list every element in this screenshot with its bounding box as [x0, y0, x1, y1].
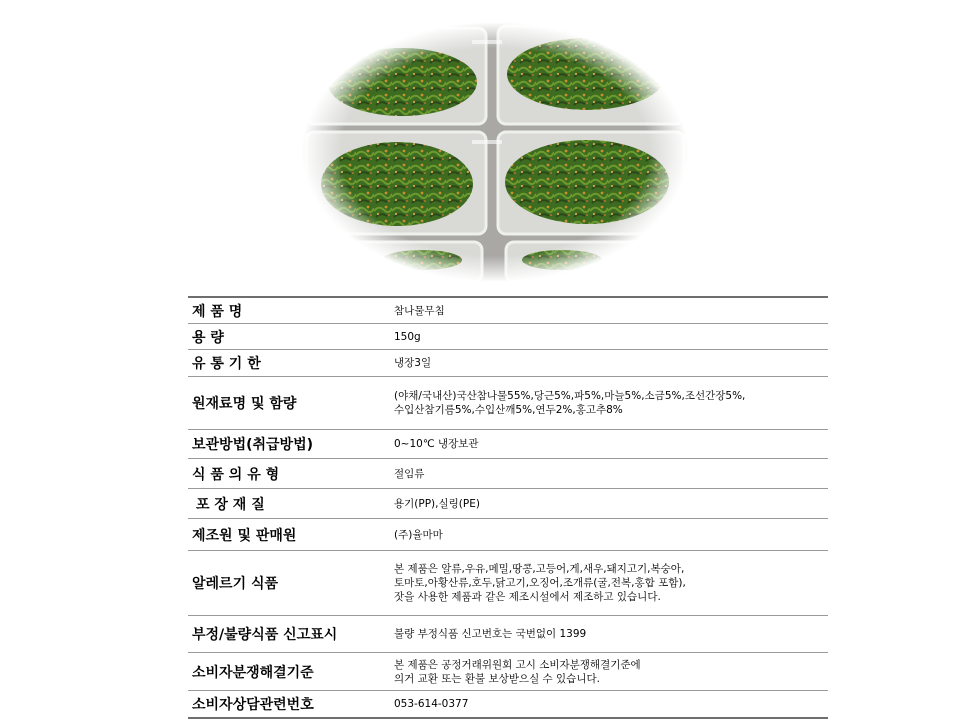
- row-ingredients: [188, 377, 828, 430]
- row-product-name: [188, 296, 828, 324]
- label-storage: [188, 434, 394, 454]
- label-allergy: [188, 573, 394, 593]
- label-text: 포 장 재 질: [196, 496, 265, 513]
- product-photo-svg: [302, 22, 688, 282]
- value-food-type: 절임류: [394, 467, 425, 480]
- label-dispute: [188, 662, 394, 682]
- row-packaging: [188, 489, 828, 519]
- label-text: 원재료명 및 함량: [192, 396, 297, 412]
- label-text: 보관방법(취급방법): [192, 437, 313, 453]
- label-text: 부정/불량식품 신고표시: [192, 627, 338, 643]
- label-product-name: [188, 301, 394, 321]
- label-consult: [188, 694, 394, 714]
- value-consult: 053-614-0377: [394, 698, 469, 710]
- label-text: 알레르기 식품: [192, 576, 279, 592]
- label-text: 소비자분쟁해결기준: [192, 664, 314, 681]
- row-report: [188, 616, 828, 653]
- label-manufacturer: [188, 525, 394, 545]
- label-text: 용 량: [192, 329, 224, 346]
- label-text: 제조원 및 판매원: [192, 527, 297, 544]
- label-volume: [188, 327, 394, 347]
- value-packaging: 용기(PP),실링(PE): [394, 497, 480, 510]
- row-consult: [188, 691, 828, 719]
- value-expiry: 냉장3일: [394, 357, 432, 369]
- value-product-name: 참나물무침: [394, 304, 445, 317]
- value-report: 불량 부정식품 신고번호는 국번없이 1399: [394, 628, 587, 640]
- label-expiry: [188, 353, 394, 373]
- value-volume: 150g: [394, 330, 421, 343]
- label-packaging: [188, 494, 394, 514]
- row-dispute: [188, 653, 828, 691]
- row-expiry: [188, 350, 828, 377]
- row-manufacturer: [188, 519, 828, 551]
- value-manufacturer: (주)율마마: [394, 528, 443, 541]
- label-text: 유 통 기 한: [192, 356, 261, 372]
- value-allergy: 본 제품은 알류,우유,메밀,땅콩,고등어,게,새우,돼지고기,복숭아, 토마토,아황산류,호두,닭고기,오징어,조개류(굴,전복,홍합 포함), 잣을 사용한 제품과 같은 제조시설에서 제조하고 있습니다.: [394, 563, 686, 603]
- label-report: [188, 624, 394, 644]
- row-volume: [188, 324, 828, 350]
- label-ingredients: [188, 393, 394, 413]
- value-dispute: 본 제품은 공정거래위원회 고시 소비자분쟁해결기준에 의거 교환 또는 환불 보상받으실 수 있습니다.: [394, 658, 641, 685]
- product-info-table: [188, 296, 828, 719]
- label-food-type: [188, 464, 394, 484]
- label-text: 식 품 의 유 형: [192, 466, 280, 483]
- row-storage: [188, 430, 828, 459]
- label-text: 제 품 명: [192, 303, 243, 320]
- label-text: 소비자상담관련번호: [192, 697, 314, 713]
- value-ingredients: (야채/국내산)국산참나물55%,당근5%,파5%,마늘5%,소금5%,조선간장5%, 수입산참기름5%,수입산깨5%,연두2%,홍고추8%: [394, 390, 746, 416]
- row-allergy: [188, 551, 828, 616]
- row-food-type: [188, 459, 828, 489]
- product-photo: [302, 22, 688, 282]
- value-storage: 0~10℃ 냉장보관: [394, 438, 479, 450]
